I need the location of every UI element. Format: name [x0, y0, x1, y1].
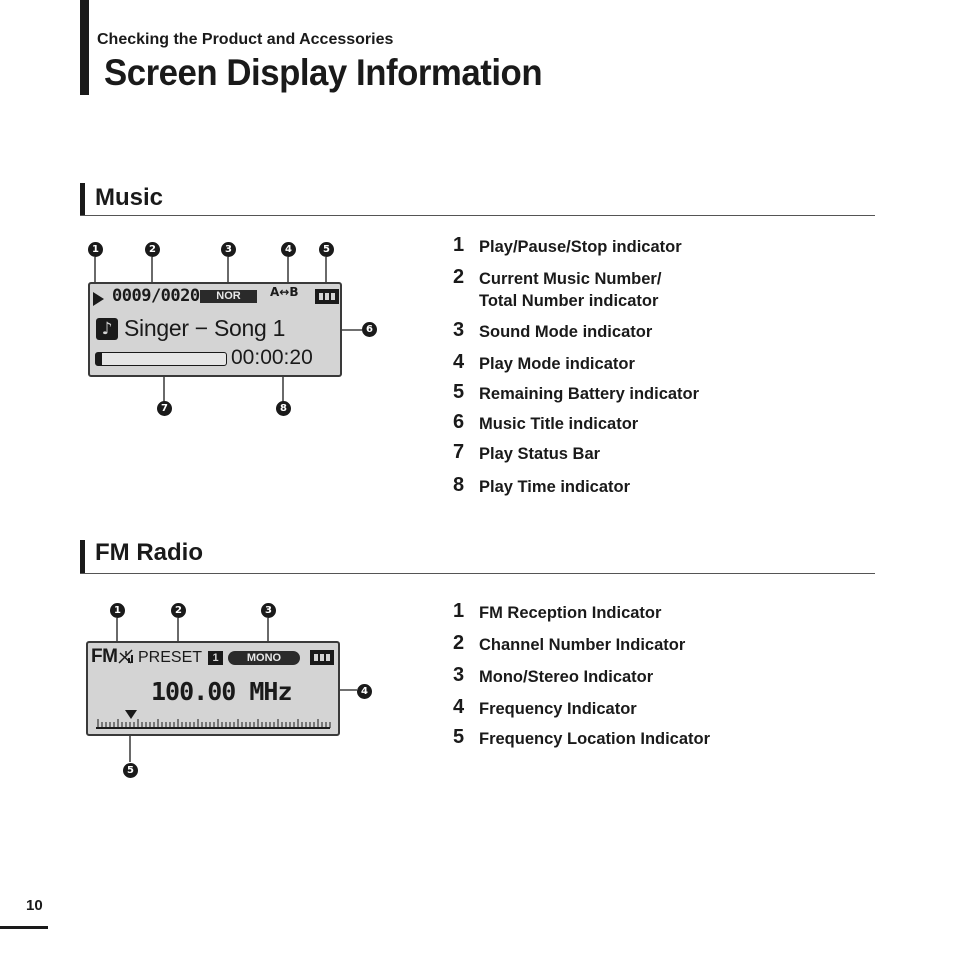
music-callout-7: 7 — [157, 401, 172, 416]
fm-callout-4: 4 — [357, 684, 372, 699]
music-callout-2: 2 — [145, 242, 160, 257]
fm-callout-5: 5 — [123, 763, 138, 778]
music-callout-4: 4 — [281, 242, 296, 257]
music-callout-1: 1 — [88, 242, 103, 257]
preset-number: 1 — [208, 651, 223, 665]
mono-stereo-badge: MONO — [228, 651, 300, 665]
header-subtitle: Checking the Product and Accessories — [97, 31, 394, 48]
signal-icon — [117, 648, 135, 665]
fm-callout-3: 3 — [261, 603, 276, 618]
play-mode-indicator: A↔B — [270, 285, 299, 299]
play-time: 00:00:20 — [231, 346, 313, 369]
sound-mode-badge: NOR — [200, 290, 257, 303]
page-rule — [0, 926, 48, 929]
page-title: Screen Display Information — [104, 52, 543, 93]
music-title: Singer − Song 1 — [124, 315, 286, 341]
preset-label: PRESET — [138, 649, 203, 666]
battery-icon — [310, 650, 334, 665]
music-callout-8: 8 — [276, 401, 291, 416]
fm-callout-2: 2 — [171, 603, 186, 618]
music-callout-5: 5 — [319, 242, 334, 257]
track-number: 0009/0020 — [112, 286, 200, 306]
page-number: 10 — [26, 897, 43, 914]
frequency-scale — [96, 718, 332, 730]
music-callout-3: 3 — [221, 242, 236, 257]
frequency-display: 100.00 MHz — [151, 677, 292, 706]
music-section-title: Music — [95, 184, 164, 211]
music-note-icon: ♪ — [96, 318, 118, 340]
music-callout-6: 6 — [362, 322, 377, 337]
fm-section-title: FM Radio — [95, 539, 203, 566]
fm-callout-1: 1 — [110, 603, 125, 618]
fm-lcd-screen — [86, 641, 340, 736]
fm-band-label: FM — [91, 646, 118, 667]
